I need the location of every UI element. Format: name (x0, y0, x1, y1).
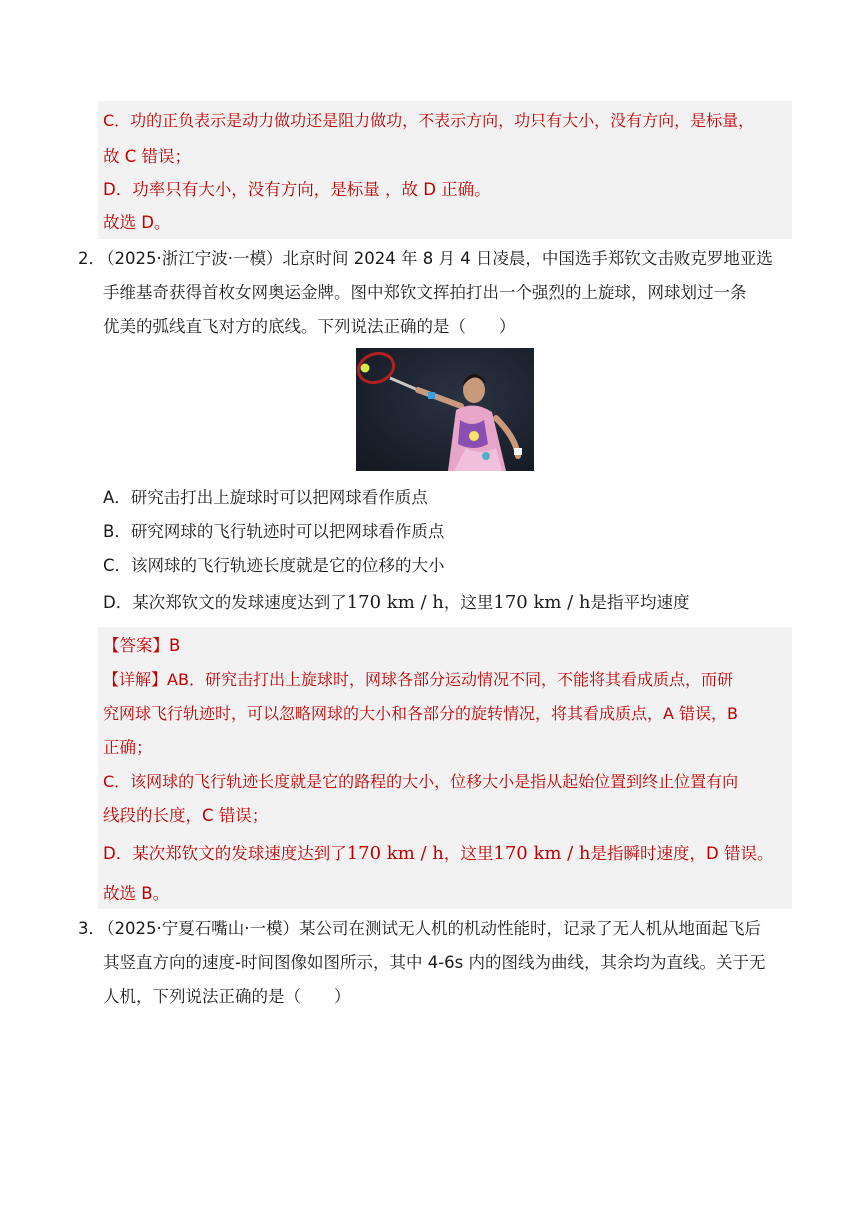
q1-answer-line-d: D．功率只有大小，没有方向，是标量 ，故 D 正确。 (103, 180, 491, 199)
q2-final-answer: 故选 B。 (103, 884, 170, 903)
tennis-player-illustration (356, 348, 534, 471)
q3-number: 3． (78, 919, 105, 938)
q2-detail-label: 【详解】 (103, 670, 168, 689)
q3-stem-line-3: 人机，下列说法正确的是（ ） (103, 987, 351, 1006)
q2-answer-line (103, 636, 180, 656)
q3-stem-line-1: （2025·宁夏石嘴山·一模）某公司在测试无人机的机动性能时，记录了无人机从地面起飞后 (98, 919, 761, 938)
q2-detail-d-speed-1: 170 km / h (346, 843, 444, 864)
q2-answer-value: B (169, 636, 181, 655)
q2-detail-d-speed-2: 170 km / h (493, 843, 591, 864)
q2-detail-d-post: 是指瞬时速度，D 错误。 (590, 844, 774, 863)
q1-final-answer: 故选 D。 (103, 213, 171, 232)
q2-option-d (103, 593, 690, 613)
q2-detail-text-1: AB．研究击打出上旋球时，网球各部分运动情况不同，不能将其看成质点，而研 (167, 670, 733, 689)
q2-stem-line-2: 手维基奇获得首枚女网奥运金牌。图中郑钦文挥拍打出一个强烈的上旋球，网球划过一条 (103, 283, 747, 302)
q1-answer-line-c-cont: 故 C 错误； (103, 147, 192, 166)
q3-stem-line-2: 其竖直方向的速度-时间图像如图所示，其中 4-6s 内的图线为曲线，其余均为直线。关于无 (103, 953, 766, 972)
q2-option-a: A．研究击打出上旋球时可以把网球看作质点 (103, 488, 428, 507)
q2-detail-line-3: 正确； (103, 738, 153, 757)
q2-option-d-mid: ，这里 (443, 593, 494, 612)
q1-answer-line-c: C．功的正负表示是动力做功还是阻力做功，不表示方向，功只有大小，没有方向，是标量， (103, 111, 755, 130)
q2-detail-d-pre: D．某次郑钦文的发球速度达到了 (103, 844, 347, 863)
q2-detail-line-1 (103, 670, 733, 690)
q2-detail-line-2: 究网球飞行轨迹时，可以忽略网球的大小和各部分的旋转情况，将其看成质点，A 错误，B (103, 704, 739, 723)
q2-detail-d-mid: ，这里 (443, 844, 494, 863)
q2-option-c: C．该网球的飞行轨迹长度就是它的位移的大小 (103, 556, 445, 575)
q2-answer-label: 【答案】 (103, 636, 169, 655)
q2-number: 2． (78, 249, 105, 268)
q2-detail-line-4: C．该网球的飞行轨迹长度就是它的路程的大小，位移大小是指从起始位置到终止位置有向 (103, 772, 739, 791)
q2-option-d-pre: D．某次郑钦文的发球速度达到了 (103, 593, 347, 612)
tennis-player-photo (356, 348, 534, 471)
q2-stem-line-3: 优美的弧线直飞对方的底线。下列说法正确的是（ ） (103, 317, 516, 336)
q2-option-d-speed-2: 170 km / h (493, 592, 591, 613)
q2-option-d-post: 是指平均速度 (590, 593, 690, 612)
q2-option-d-speed-1: 170 km / h (346, 592, 444, 613)
q2-option-b: B．研究网球的飞行轨迹时可以把网球看作质点 (103, 522, 445, 541)
q2-stem-line-1: （2025·浙江宁波·一模）北京时间 2024 年 8 月 4 日凌晨，中国选手郑钦文击败克罗地亚选 (98, 249, 773, 268)
q2-detail-line-5: 线段的长度，C 错误； (103, 806, 269, 825)
q2-detail-line-d (103, 844, 773, 864)
